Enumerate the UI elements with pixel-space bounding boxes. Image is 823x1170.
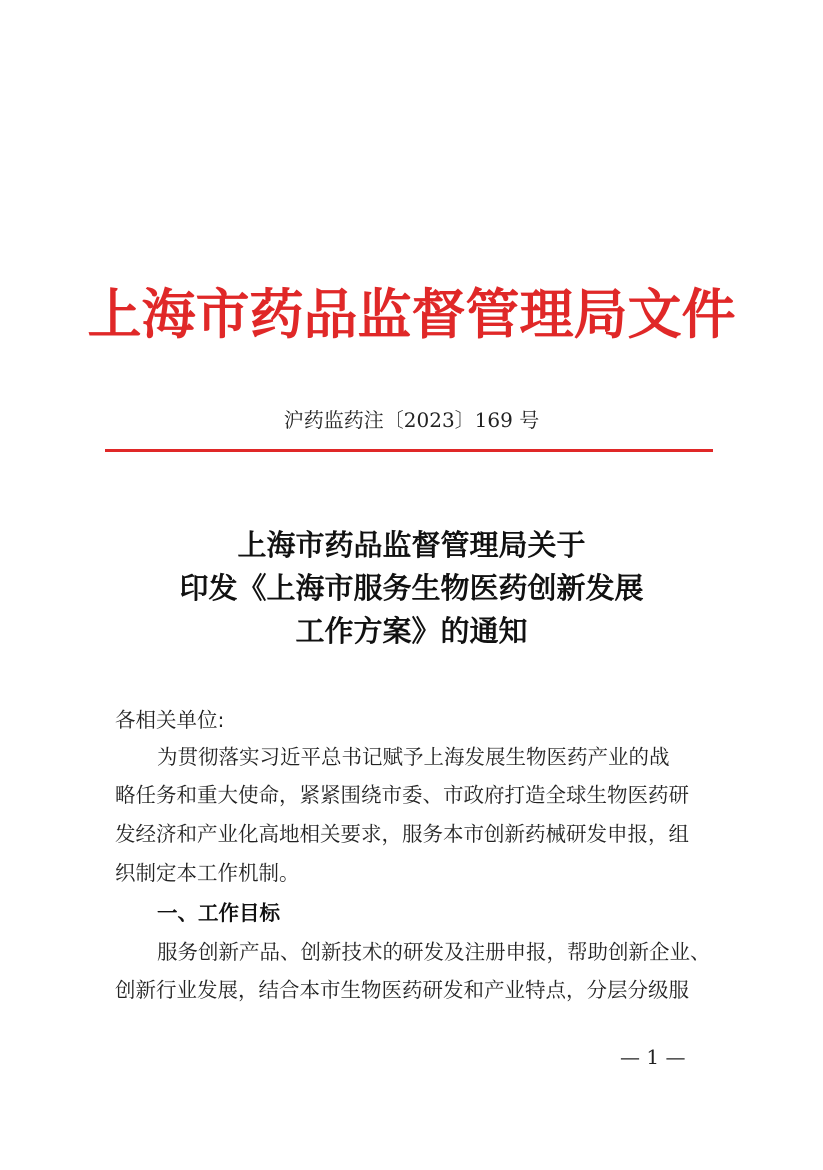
paragraph1-line-4: 织制定本工作机制。 (115, 861, 300, 885)
notice-title-line-1: 上海市药品监督管理局关于 (237, 528, 586, 562)
notice-title-line-2: 印发《上海市服务生物医药创新发展 (179, 571, 644, 605)
notice-title (0, 524, 823, 653)
page-number: — 1 — (620, 1045, 686, 1069)
section-heading-1: 一、工作目标 (157, 901, 280, 925)
salutation: 各相关单位: (115, 708, 225, 732)
paragraph1-line-3: 发经济和产业化高地相关要求，服务本市创新药械研发申报，组 (115, 822, 689, 846)
notice-title-line-3: 工作方案》的通知 (295, 614, 528, 648)
paragraph1-line-2: 略任务和重大使命，紧紧围绕市委、市政府打造全球生物医药研 (115, 783, 689, 807)
paragraph2-line-2: 创新行业发展，结合本市生物医药研发和产业特点，分层分级服 (115, 978, 689, 1002)
document-header-title: 上海市药品监督管理局文件 (87, 282, 736, 346)
paragraph1-line-1: 为贯彻落实习近平总书记赋予上海发展生物医药产业的战 (157, 745, 670, 769)
red-divider-line (105, 449, 713, 452)
document-number: 沪药监药注〔2023〕169 号 (283, 408, 540, 432)
paragraph2-line-1: 服务创新产品、创新技术的研发及注册申报，帮助创新企业、 (157, 940, 711, 964)
